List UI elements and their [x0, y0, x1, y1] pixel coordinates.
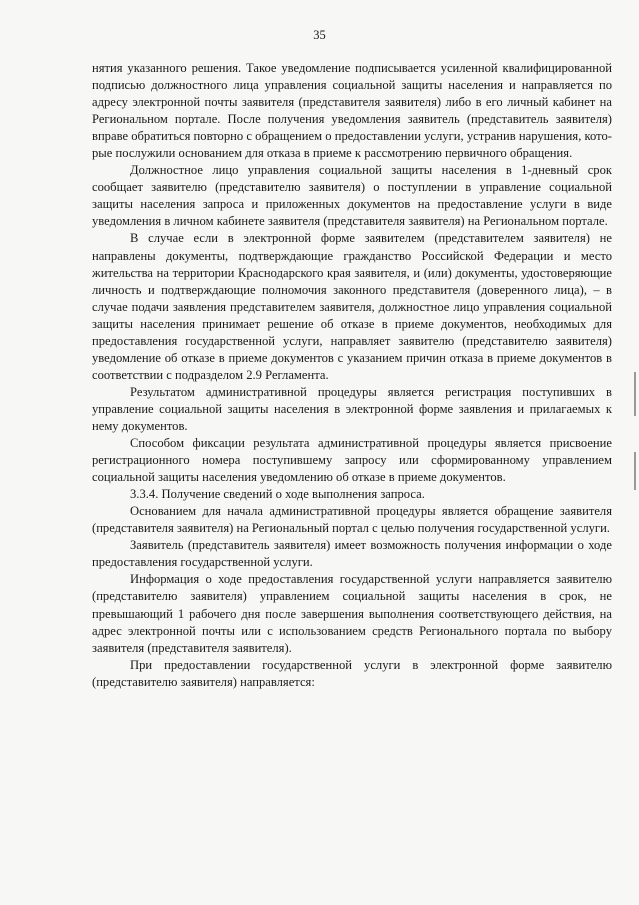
paragraph: Способом фиксации результата административной процедуры является присвоение регистрационного номера поступившему запросу или сформированному управлением социальной защиты населения уведомлению об отказе в приеме документов. [92, 436, 612, 485]
scan-edge-mark [634, 372, 636, 416]
paragraph: Заявитель (представитель заявителя) имеет возможность получения информации о ходе предоставления государственной услуги. [92, 538, 612, 570]
paragraph: Должностное лицо управления социальной защиты населения в 1-дневный срок сообщает заявителю (представителю заявителя) о поступлении в управление социальной защиты населения запроса и приложенных документов на предоставление услуги в виде уведомления в личном кабинете заявителя (представителя заявителя) на Региональном портале. [92, 163, 612, 229]
document-body [92, 60, 612, 691]
paragraph: При предоставлении государственной услуги в электронной форме заявителю (представителю заявителя) направляется: [92, 657, 612, 689]
paragraph: нятия указанного решения. Такое уведомление подписывается усиленной квалифицированной подписью должностного лица управления социальной защиты населения и направляется по адресу электронной почты заявителя (представителя заявителя) либо в его личный кабинет на Региональном портале. После получения уведомления заявитель (представитель заявителя) вправе обратиться повторно с обращением о предоставлении услуги, устранив нарушения, которые послужили основанием для отказа в приеме к рассмотрению первичного обращения. [92, 61, 612, 161]
paragraph: В случае если в электронной форме заявителем (представителем заявителя) не направлены документы, подтверждающие гражданство Российской Федерации и место жительства на территории Краснодарского края заявителя, и (или) документы, удостоверяющие личность и подтверждающие полномочия законного представителя (доверенного лица), – в случае подачи заявления представителем заявителя, должностное лицо управления социальной защиты населения принимает решение об отказе в приеме документов, необходимых для предоставления государственной услуги, направляет заявителю (представителю заявителя) уведомление об отказе в приеме документов с указанием причин отказа в приеме документов в соответствии с подразделом 2.9 Регламента. [92, 231, 612, 382]
paragraph: Результатом административной процедуры является регистрация поступивших в управление социальной защиты населения в электронной форме заявления и прилагаемых к нему документов. [92, 384, 612, 433]
paragraph: Основанием для начала административной процедуры является обращение заявителя (представителя заявителя) на Региональный портал с целью получения государственной услуги. [92, 504, 612, 536]
paragraph: Информация о ходе предоставления государственной услуги направляется заявителю (представителю заявителя) управлением социальной защиты населения в срок, не превышающий 1 рабочего дня после завершения выполнения соответствующего действия, на адрес электронной почты или с использованием средств Регионального портала по выбору заявителя (представителя заявителя). [92, 572, 612, 655]
section-heading: 3.3.4. Получение сведений о ходе выполнения запроса. [130, 487, 425, 502]
page-number: 35 [313, 28, 326, 42]
scan-edge-mark [634, 452, 636, 490]
